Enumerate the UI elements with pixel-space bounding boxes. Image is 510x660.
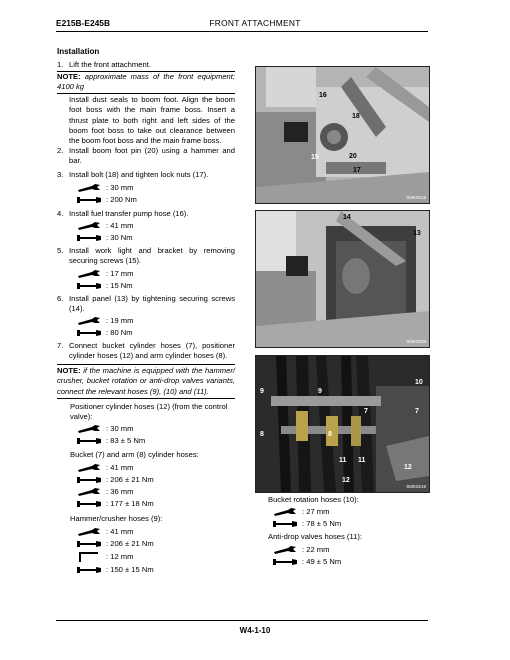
wrench-icon	[76, 528, 102, 536]
torque-wrench-icon	[76, 234, 102, 242]
spec-value: : 150 ± 15 Nm	[106, 565, 154, 574]
callout: 7	[364, 408, 368, 415]
figure-panel	[255, 210, 430, 348]
footer-rule	[56, 620, 428, 621]
allen-key-icon	[76, 551, 102, 563]
callout: 17	[353, 167, 361, 174]
torque-wrench-icon	[76, 500, 102, 508]
anti-drop-hoses-label: Anti-drop valves hoses (11):	[268, 532, 362, 541]
boom-foot-photo	[256, 67, 429, 203]
figure-hoses	[255, 355, 430, 493]
hammer-hoses-label: Hammer/crusher hoses (9):	[70, 514, 163, 523]
step-text: Install dust seals to boom foot. Align the boom foot boss with the main frame boss. Insert a thrust plate to both right and left sides of the boom foot boss to take out clearance between the boom foot boss and the main frame boss.	[69, 95, 235, 145]
figure-boom-foot	[255, 66, 430, 204]
note-label: NOTE:	[57, 366, 81, 375]
spec-value: : 27 mm	[302, 507, 330, 516]
bucket-arm-hoses-label: Bucket (7) and arm (8) cylinder hoses:	[70, 450, 199, 459]
step-number: 5.	[57, 246, 64, 255]
wrench-icon	[76, 488, 102, 496]
note-variants	[57, 366, 235, 397]
spec-value: : 83 ± 5 Nm	[106, 436, 146, 445]
step-4	[57, 209, 235, 219]
wrench-icon	[76, 317, 102, 325]
callout: 11	[358, 457, 366, 464]
wrench-icon	[272, 508, 298, 516]
step-6	[57, 294, 235, 315]
torque-wrench-icon	[76, 437, 102, 445]
step-text: Install boom foot pin (20) using a hammer and bar.	[69, 146, 235, 166]
spec-value: : 19 mm	[106, 316, 134, 325]
header-section: FRONT ATTACHMENT	[209, 18, 301, 28]
spec-value: : 41 mm	[106, 527, 134, 536]
spec-value: : 41 mm	[106, 221, 134, 230]
callout: 14	[343, 214, 351, 221]
callout: 15	[311, 154, 319, 161]
wrench-icon	[76, 222, 102, 230]
spec-value: : 15 Nm	[106, 281, 133, 290]
step-3	[57, 170, 235, 180]
step-text: Install work light and bracket by removing securing screws (15).	[69, 246, 235, 266]
panel-photo	[256, 211, 429, 347]
wrench-icon	[76, 464, 102, 472]
spec-value: : 177 ± 18 Nm	[106, 499, 154, 508]
note-text: if the machine is equipped with the hammer/ crusher, bucket rotation or anti-drop valves variants, connect the relevant hoses (9), (10) and (11).	[57, 366, 235, 396]
step-text: Install panel (13) by tightening securing screws (14).	[69, 294, 235, 314]
step-number: 6.	[57, 294, 64, 303]
torque-wrench-icon	[272, 558, 298, 566]
header-rule	[56, 31, 428, 32]
step-2	[57, 146, 235, 167]
positioner-hoses-label: Positioner cylinder hoses (12) (from the control valve):	[70, 402, 228, 422]
torque-wrench-icon	[76, 540, 102, 548]
spec-value: : 206 ± 21 Nm	[106, 475, 154, 484]
step-number: 3.	[57, 170, 64, 179]
callout: 9	[260, 388, 264, 395]
spec-value: : 17 mm	[106, 269, 134, 278]
spec-value: : 41 mm	[106, 463, 134, 472]
callout: 8	[328, 431, 332, 438]
step-number: 2.	[57, 146, 64, 155]
spec-value: : 12 mm	[106, 552, 134, 561]
bucket-rotation-hoses-label: Bucket rotation hoses (10):	[268, 495, 359, 504]
note-rule-top	[57, 364, 235, 365]
torque-wrench-icon	[272, 520, 298, 528]
torque-wrench-icon	[76, 196, 102, 204]
callout: 20	[349, 153, 357, 160]
step-number: 4.	[57, 209, 64, 218]
callout: 16	[319, 92, 327, 99]
spec-value: : 206 ± 21 Nm	[106, 539, 154, 548]
spec-value: : 200 Nm	[106, 195, 137, 204]
callout: 8	[260, 431, 264, 438]
spec-value: : 36 mm	[106, 487, 134, 496]
spec-value: : 30 mm	[106, 183, 134, 192]
dust-seal-text	[57, 95, 235, 146]
callout: 11	[339, 457, 347, 464]
step-text: Install bolt (18) and tighten lock nuts (17).	[69, 170, 209, 179]
step-text: Lift the front attachment.	[69, 60, 151, 69]
wrench-icon	[76, 425, 102, 433]
note-rule-bottom	[57, 398, 235, 399]
spec-value: : 49 ± 5 Nm	[302, 557, 342, 566]
figure-code: SMK0208	[406, 338, 426, 344]
wrench-icon	[76, 270, 102, 278]
note-rule-bottom	[57, 93, 235, 94]
callout: 12	[404, 464, 412, 471]
spec-value: : 78 ± 5 Nm	[302, 519, 342, 528]
step-5	[57, 246, 235, 267]
spec-value: : 30 mm	[106, 424, 134, 433]
callout: 12	[342, 477, 350, 484]
note-text: approximate mass of the front equipment: 4100 kg	[57, 72, 235, 92]
note-mass	[57, 72, 235, 93]
step-text: Install fuel transfer pump hose (16).	[69, 209, 189, 218]
step-text: Connect bucket cylinder hoses (7), positioner cylinder hoses (12) and arm cylinder hoses (8).	[69, 341, 235, 361]
spec-value: : 22 mm	[302, 545, 330, 554]
callout: 13	[413, 230, 421, 237]
spec-value: : 80 Nm	[106, 328, 133, 337]
header-model: E215B-E245B	[56, 18, 111, 28]
page-number: W4-1-10	[239, 626, 271, 635]
figure-code: SMK0218	[406, 194, 426, 200]
step-number: 7.	[57, 341, 64, 350]
step-number: 1.	[57, 60, 64, 69]
section-title: Installation	[57, 47, 100, 56]
step-7	[57, 341, 235, 362]
wrench-icon	[76, 184, 102, 192]
callout: 7	[415, 408, 419, 415]
step-1	[57, 60, 235, 70]
callout: 18	[352, 113, 360, 120]
note-label: NOTE:	[57, 72, 81, 81]
torque-wrench-icon	[76, 476, 102, 484]
spec-value: : 30 Nm	[106, 233, 133, 242]
torque-wrench-icon	[76, 566, 102, 574]
torque-wrench-icon	[76, 282, 102, 290]
figure-code: SMK0219	[406, 483, 426, 489]
wrench-icon	[272, 546, 298, 554]
callout: 10	[415, 379, 423, 386]
callout: 9	[318, 388, 322, 395]
torque-wrench-icon	[76, 329, 102, 337]
